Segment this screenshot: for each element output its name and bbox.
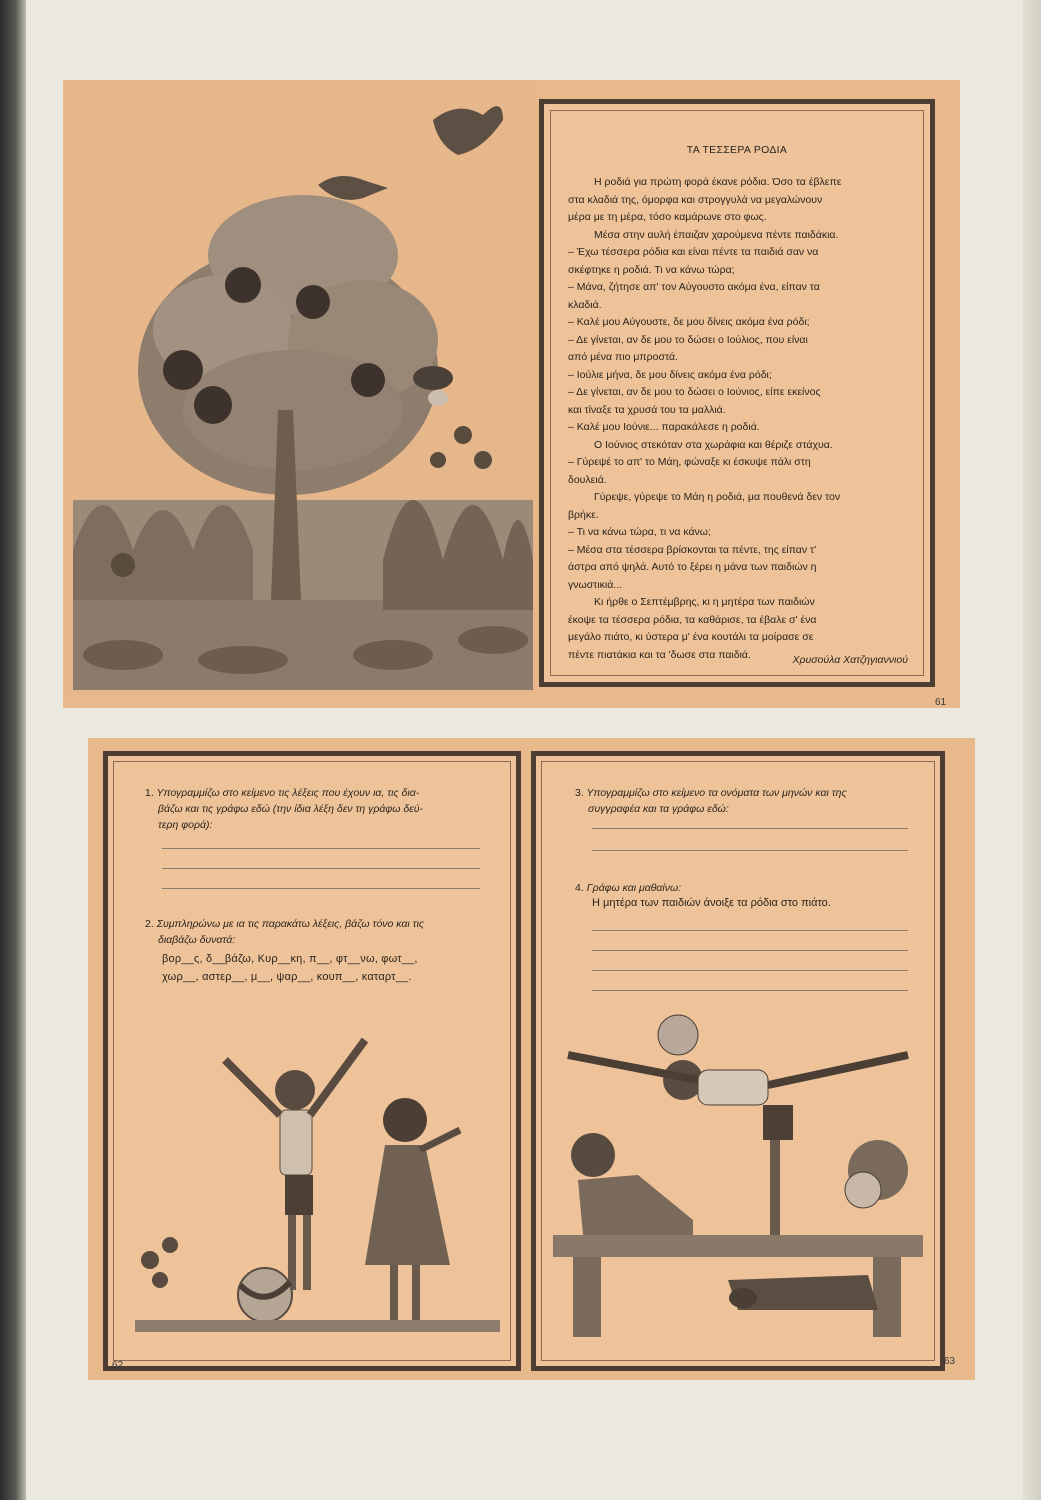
story-line: μέρα με τη μέρα, τόσο καμάρωνε στο φως. [568,211,767,223]
story-line: – Μέσα στα τέσσερα βρίσκονται τα πέντε, της είπαν τ' [568,543,817,556]
story-line: Γύρεψε, γύρεψε το Μάη η ροδιά, μα πουθενά δεν τον [594,491,841,503]
story-line: βρήκε. [568,508,599,521]
story-line: Κι ήρθε ο Σεπτέμβρης, κι η μητέρα των παιδιών [594,596,815,608]
exercise-2-number: 2. [145,918,154,930]
answer-line[interactable] [592,970,908,971]
exercise-2-line-1: Συμπληρώνω με ια τις παρακάτω λέξεις, βάζω τόνο και τις [156,918,425,930]
exercise-3-line-1: Υπογραμμίζω στο κείμενο τα ονόματα των μηνών και της [586,787,847,799]
page-edge [1023,0,1041,1500]
story-body [568,174,908,664]
answer-line[interactable] [592,990,908,991]
page-number-63: 63 [944,1356,956,1367]
story-line: – Έχω τέσσερα ρόδια και είναι πέντε τα παιδιά σαν να [568,246,819,258]
answer-line[interactable] [162,868,480,869]
exercise-1-line-2: βάζω και τις γράφω εδώ (την ίδια λέξη δεν τη γράφω δεύ- [158,803,424,815]
story-line: πέντε πιατάκια και τα 'δωσε στα παιδιά. [568,648,751,661]
answer-line[interactable] [592,930,908,931]
page-number-61: 61 [935,697,947,708]
pomegranate-tree-illustration [63,80,538,695]
exercise-2-words-line-1: βορ__ς, δ__βάζω, Κυρ__κη, π__, φτ__νω, φωτ__, [162,953,418,965]
story-line: κλαδιά. [568,298,602,311]
children-playing-ball-illustration [120,1020,505,1360]
exercise-4 [575,880,915,896]
exercise-2 [145,916,490,948]
answer-line[interactable] [592,850,908,851]
exercise-3-number: 3. [575,787,584,799]
story-title: ΤΑ ΤΕΣΣΕΡΑ ΡΟΔΙΑ [686,144,788,156]
story-line: – Καλέ μου Ιούνιε... παρακάλεσε η ροδιά. [568,421,760,433]
story-line: άστρα από ψηλά. Αυτό το ξέρει η μάνα των παιδιών η [568,561,817,573]
exercise-3-line-2: συγγραφέα και τα γράφω εδώ: [588,803,729,815]
story-line: μεγάλο πιάτο, κι ύστερα μ' ένα κουτάλι τα μοίρασε σε [568,631,814,643]
page-number-62: 62 [112,1360,124,1371]
exercise-4-line-1: Γράφω και μαθαίνω: [586,882,682,894]
book-spine [0,0,26,1500]
answer-line[interactable] [162,848,480,849]
story-line: δουλειά. [568,473,607,486]
exercise-1-line-1: Υπογραμμίζω στο κείμενο τις λέξεις που έχουν ια, τις δια- [156,787,420,799]
exercise-3 [575,785,915,817]
story-line: γνωστικιά... [568,578,623,591]
exercise-1 [145,785,490,833]
story-line: Μέσα στην αυλή έπαιζαν χαρούμενα πέντε παιδάκια. [594,228,839,241]
children-on-bench-illustration [548,1010,933,1360]
story-author: Χρυσούλα Χατζηγιαννιού [792,654,908,666]
story-line: – Τι να κάνω τώρα, τι να κάνω; [568,526,711,538]
story-text-frame [539,99,935,687]
story-line: – Καλέ μου Αύγουστε, δε μου δίνεις ακόμα ένα ρόδι; [568,316,810,328]
exercise-4-sentence: Η μητέρα των παιδιών άνοιξε τα ρόδια στο πιάτο. [592,897,831,909]
exercise-4-number: 4. [575,882,584,894]
story-line: έκοψε τα τέσσερα ρόδια, τα καθάρισε, τα έβαλε σ' ένα [568,613,817,626]
exercise-2-words [162,950,482,986]
answer-line[interactable] [592,828,908,829]
answer-line[interactable] [592,950,908,951]
story-line: σκέφτηκε η ροδιά. Τι να κάνω τώρα; [568,263,735,276]
story-line: και τίναξε τα χρυσά του τα μαλλιά. [568,403,726,416]
exercise-2-words-line-2: χωρ__, αστερ__, μ__, ψαρ__, κουπ__, καταρτ__. [162,971,412,983]
story-line: από μένα πιο μπροστά. [568,351,678,363]
story-line: – Δε γίνεται, αν δε μου το δώσει ο Ιούλιος, που είναι [568,333,808,346]
exercise-1-line-3: τερη φορά): [158,819,213,831]
story-line: – Γύρεψέ το απ' το Μάη, φώναξε κι έσκυψε πάλι στη [568,456,811,468]
exercise-1-number: 1. [145,787,154,799]
story-line: – Μάνα, ζήτησε απ' τον Αύγουστο ακόμα ένα, είπαν τα [568,281,820,293]
answer-line[interactable] [162,888,480,889]
story-line: – Δε γίνεται, αν δε μου το δώσει ο Ιούνιος, είπε εκείνος [568,386,821,398]
story-line: Ο Ιούνιος στεκόταν στα χωράφια και θέριζε στάχυα. [594,438,833,451]
story-line: – Ιούλιε μήνα, δε μου δίνεις ακόμα ένα ρόδι; [568,368,772,381]
story-line: στα κλαδιά της, όμορφα και στρογγυλά να μεγαλώνουν [568,193,823,206]
story-line: Η ροδιά για πρώτη φορά έκανε ρόδια. Όσο τα έβλεπε [594,176,842,188]
exercise-2-line-2: διαβάζω δυνατά: [158,934,236,946]
